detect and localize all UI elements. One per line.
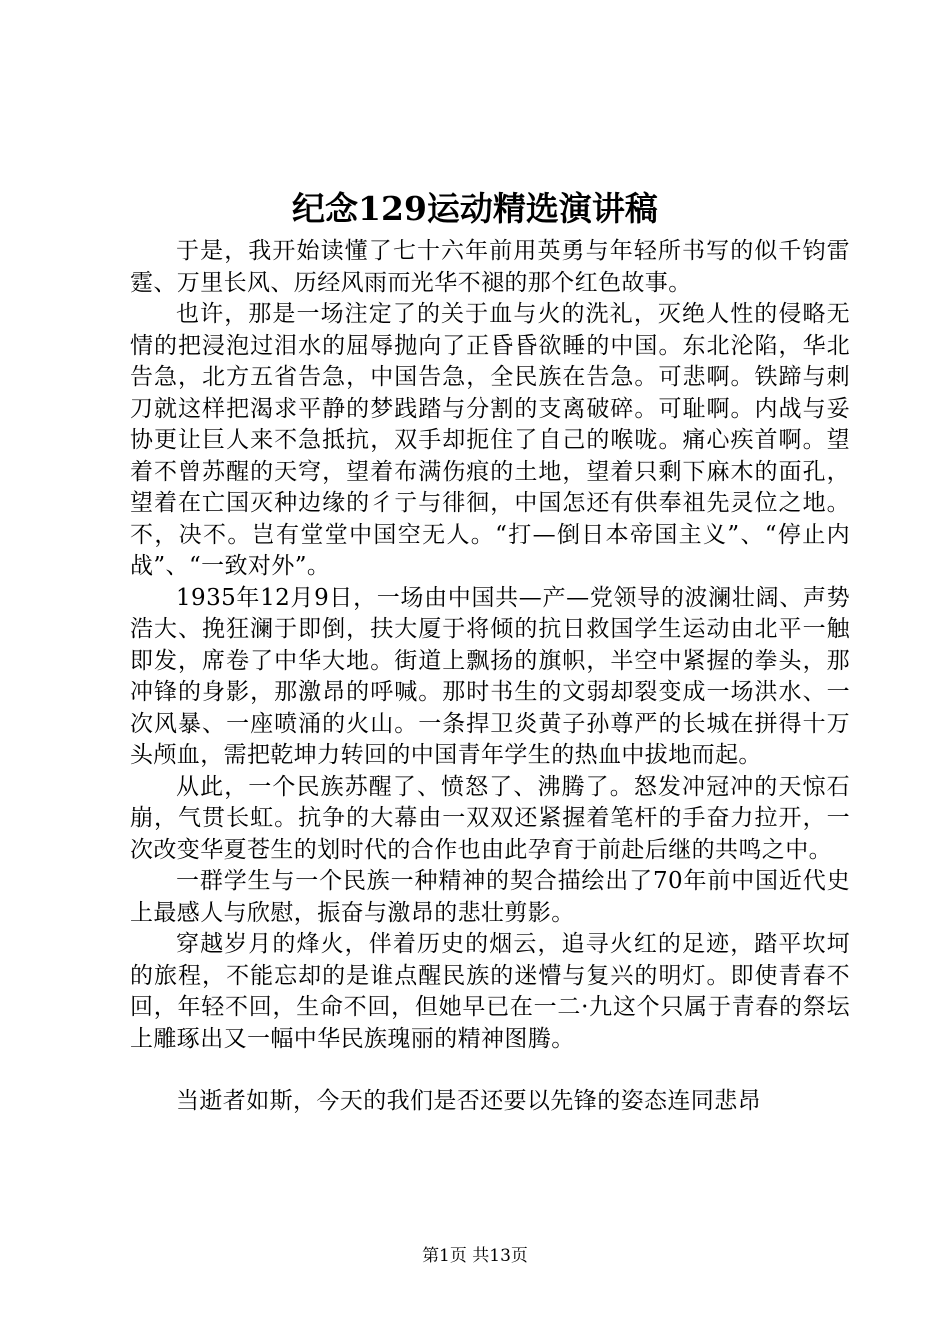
paragraph-3: 1935年12月9日，一场由中国共—产—党领导的波澜壮阔、声势浩大、挽狂澜于即倒，扶大厦于将倾的抗日救国学生运动由北平一触即发，席卷了中华大地。街道上飘扬的旗帜，半空中紧握的拳头，那冲锋的身影，那激昂的呼喊。那时书生的文弱却裂变成一场洪水、一次风暴、一座喷涌的火山。一条捍卫炎黄子孙尊严的长城在拼得十万头颅血，需把乾坤力转回的中国青年学生的热血中拔地而起。: [130, 584, 850, 768]
paragraph-6: 穿越岁月的烽火，伴着历史的烟云，追寻火红的足迹，踏平坎坷的旅程，不能忘却的是谁点醒民族的迷懵与复兴的明灯。即使青春不回，年轻不回，生命不回，但她早已在一二·九这个只属于青春的祭坛上雕琢出又一幅中华民族瑰丽的精神图腾。: [130, 931, 850, 1052]
page-footer: 第1页 共13页: [422, 1246, 528, 1266]
paragraph-7: 当逝者如斯，今天的我们是否还要以先锋的姿态连同悲昂: [176, 1088, 761, 1114]
paragraph-4: 从此，一个民族苏醒了、愤怒了、沸腾了。怒发冲冠冲的天惊石崩，气贯长虹。抗争的大幕由一双双还紧握着笔杆的手奋力拉开，一次改变华夏苍生的划时代的合作也由此孕育于前赴后继的共鸣之中。: [130, 773, 850, 863]
paragraph-5: 一群学生与一个民族一种精神的契合描绘出了70年前中国近代史上最感人与欣慰，振奋与激昂的悲壮剪影。: [130, 868, 850, 926]
document-body: [130, 236, 850, 1118]
paragraph-1: 于是，我开始读懂了七十六年前用英勇与年轻所书写的似千钧雷霆、万里长风、历经风雨而光华不褪的那个红色故事。: [130, 238, 850, 296]
document-title: 纪念129运动精选演讲稿: [292, 189, 658, 228]
paragraph-2: 也许，那是一场注定了的关于血与火的洗礼，灭绝人性的侵略无情的把浸泡过泪水的屈辱抛向了正昏昏欲睡的中国。东北沦陷，华北告急，北方五省告急，中国告急，全民族在告急。可悲啊。铁蹄与刺刀就这样把渴求平静的梦践踏与分割的支离破碎。可耻啊。内战与妥协更让巨人来不急抵抗，双手却扼住了自己的喉咙。痛心疾首啊。望着不曾苏醒的天穹，望着布满伤痕的土地，望着只剩下麻木的面孔，望着在亡国灭种边缘的彳亍与徘徊，中国怎还有供奉祖先灵位之地。不，决不。岂有堂堂中国空无人。“打—倒日本帝国主义”、“停止内战”、“一致对外”。: [130, 301, 850, 579]
